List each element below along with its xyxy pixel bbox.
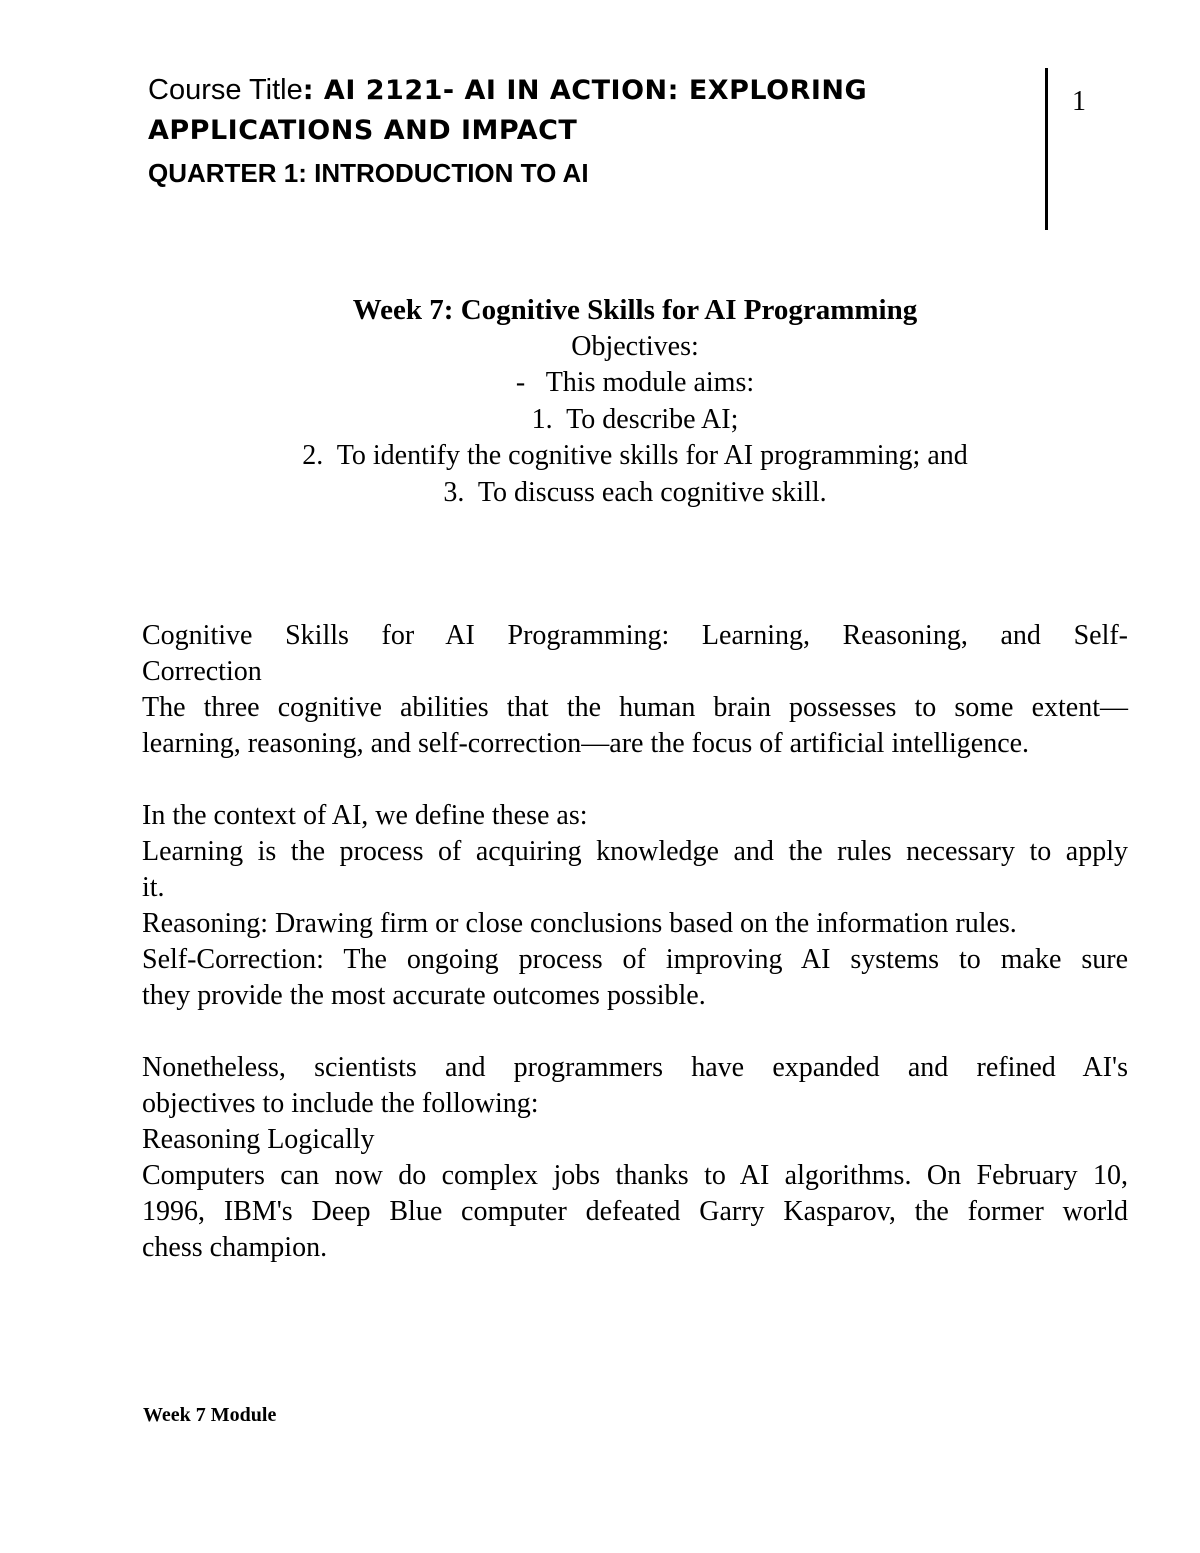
objectives-block (0, 292, 1200, 511)
section-title-line: Cognitive Skills for AI Programming: Learning, Reasoning, and Self- (142, 620, 1128, 651)
learning-definition-line: Learning is the process of acquiring knowledge and the rules necessary to apply (142, 836, 1128, 867)
computers-paragraph-line: 1996, IBM's Deep Blue computer defeated Garry Kasparov, the former world (142, 1196, 1128, 1227)
course-title-prefix: Course Title (148, 74, 303, 106)
intro-paragraph-line: learning, reasoning, and self-correction—are the focus of artificial intelligence. (142, 728, 1030, 759)
context-paragraph: In the context of AI, we define these as: (142, 800, 588, 831)
section-title-line: Correction (142, 656, 262, 687)
objective-item: 2. To identify the cognitive skills for AI programming; and (302, 440, 968, 471)
quarter-title: QUARTER 1: INTRODUCTION TO AI (148, 158, 589, 188)
computers-paragraph-line: chess champion. (142, 1232, 328, 1263)
paragraph-spacer (142, 762, 1128, 798)
page-footer: Week 7 Module (143, 1404, 277, 1426)
selfcorrection-definition-line: Self-Correction: The ongoing process of improving AI systems to make sure (142, 944, 1128, 975)
page-number: 1 (1072, 86, 1086, 117)
objective-item: 3. To discuss each cognitive skill. (443, 476, 827, 508)
intro-paragraph-line: The three cognitive abilities that the human brain possesses to some extent— (142, 692, 1128, 723)
course-title-line (148, 70, 1008, 111)
week-title: Week 7: Cognitive Skills for AI Programming (352, 294, 918, 326)
course-title: : AI 2121- AI IN ACTION: EXPLORING (302, 75, 868, 106)
header-divider (1045, 68, 1048, 230)
objective-item: 1. To describe AI; (531, 403, 739, 435)
objectives-heading: Objectives: (571, 330, 699, 362)
reasoning-definition: Reasoning: Drawing firm or close conclusions based on the information rules. (142, 908, 1017, 939)
document-header (148, 70, 1008, 193)
objectives-intro: - This module aims: (515, 367, 755, 398)
nonetheless-paragraph-line: objectives to include the following: (142, 1088, 539, 1119)
main-content (142, 618, 1128, 1266)
learning-definition-line: it. (142, 872, 165, 903)
computers-paragraph-line: Computers can now do complex jobs thanks to AI algorithms. On February 10, (142, 1160, 1128, 1191)
reasoning-logically-heading: Reasoning Logically (142, 1124, 375, 1155)
course-title-continued: APPLICATIONS AND IMPACT (148, 115, 578, 146)
paragraph-spacer (142, 1014, 1128, 1050)
nonetheless-paragraph-line: Nonetheless, scientists and programmers have expanded and refined AI's (142, 1052, 1128, 1083)
selfcorrection-definition-line: they provide the most accurate outcomes possible. (142, 980, 706, 1011)
